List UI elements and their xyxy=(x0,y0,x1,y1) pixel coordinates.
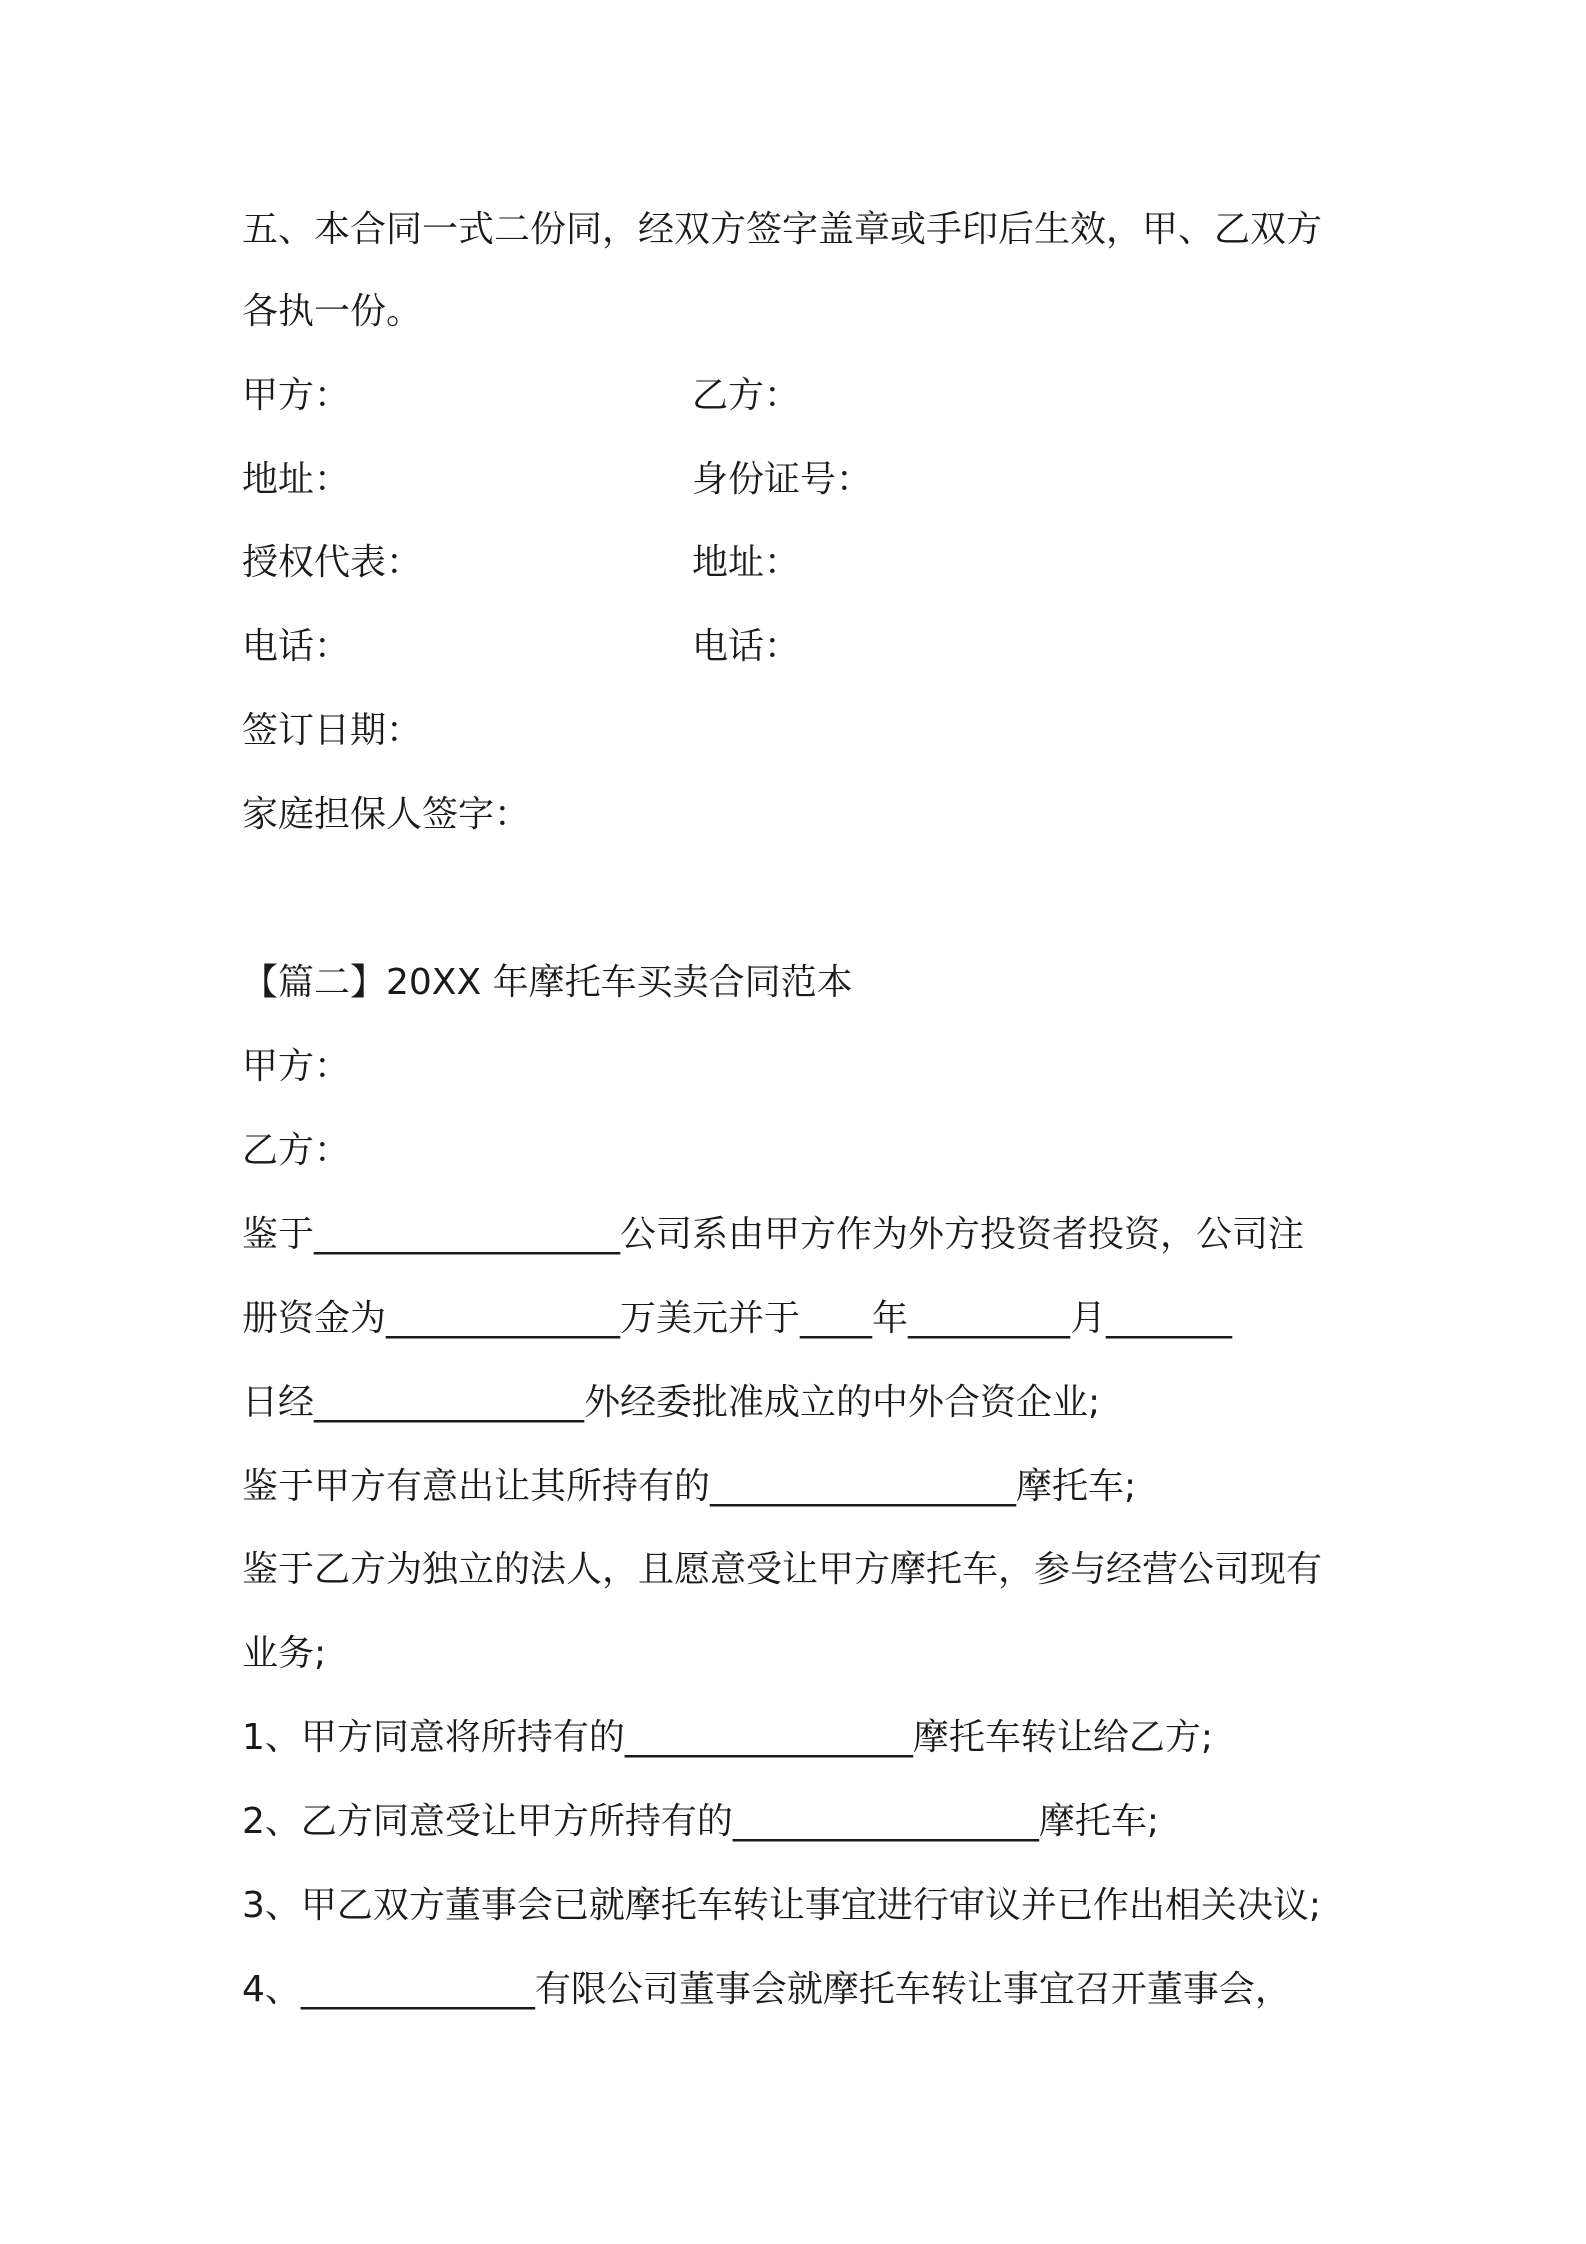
whereas-3-line-2: 业务; xyxy=(242,1633,327,1674)
sign-date-label: 签订日期： xyxy=(242,710,423,751)
item-3: 3、甲乙双方董事会已就摩托车转让事宜进行审议并已作出相关决议; xyxy=(242,1885,1322,1926)
whereas-1-line-1: 鉴于_________________公司系由甲方作为外方投资者投资，公司注 xyxy=(242,1214,1305,1255)
section-2-heading: 【篇二】20XX 年摩托车买卖合同范本 xyxy=(242,962,853,1003)
party-a-phone-label: 电话： xyxy=(242,626,351,667)
party-b-address-label: 地址： xyxy=(692,542,801,583)
whereas-1-line-3: 日经_______________外经委批准成立的中外合资企业; xyxy=(242,1382,1101,1423)
whereas-1-line-2: 册资金为_____________万美元并于____年_________月_______ xyxy=(242,1298,1233,1339)
party-b-id-label: 身份证号： xyxy=(692,459,873,500)
party-a-address-label: 地址： xyxy=(242,459,351,500)
whereas-2: 鉴于甲方有意出让其所持有的_________________摩托车; xyxy=(242,1466,1137,1507)
guarantor-signature-label: 家庭担保人签字： xyxy=(242,794,531,835)
section-2-party-a: 甲方： xyxy=(242,1046,351,1087)
item-4: 4、_____________有限公司董事会就摩托车转让事宜召开董事会， xyxy=(242,1969,1291,2010)
whereas-3-line-1: 鉴于乙方为独立的法人，且愿意受让甲方摩托车，参与经营公司现有 xyxy=(242,1549,1323,1590)
clause-5-line-1: 五、本合同一式二份同，经双方签字盖章或手印后生效，甲、乙双方 xyxy=(242,209,1323,250)
authorized-rep-label: 授权代表： xyxy=(242,542,423,583)
section-2-party-b: 乙方： xyxy=(242,1130,351,1171)
party-b-phone-label: 电话： xyxy=(692,626,801,667)
party-b-label: 乙方： xyxy=(692,375,801,416)
item-2: 2、乙方同意受让甲方所持有的_________________摩托车; xyxy=(242,1801,1160,1842)
item-1: 1、甲方同意将所持有的________________摩托车转让给乙方; xyxy=(242,1717,1214,1758)
clause-5-line-2: 各执一份。 xyxy=(242,291,423,332)
party-a-label: 甲方： xyxy=(242,375,351,416)
